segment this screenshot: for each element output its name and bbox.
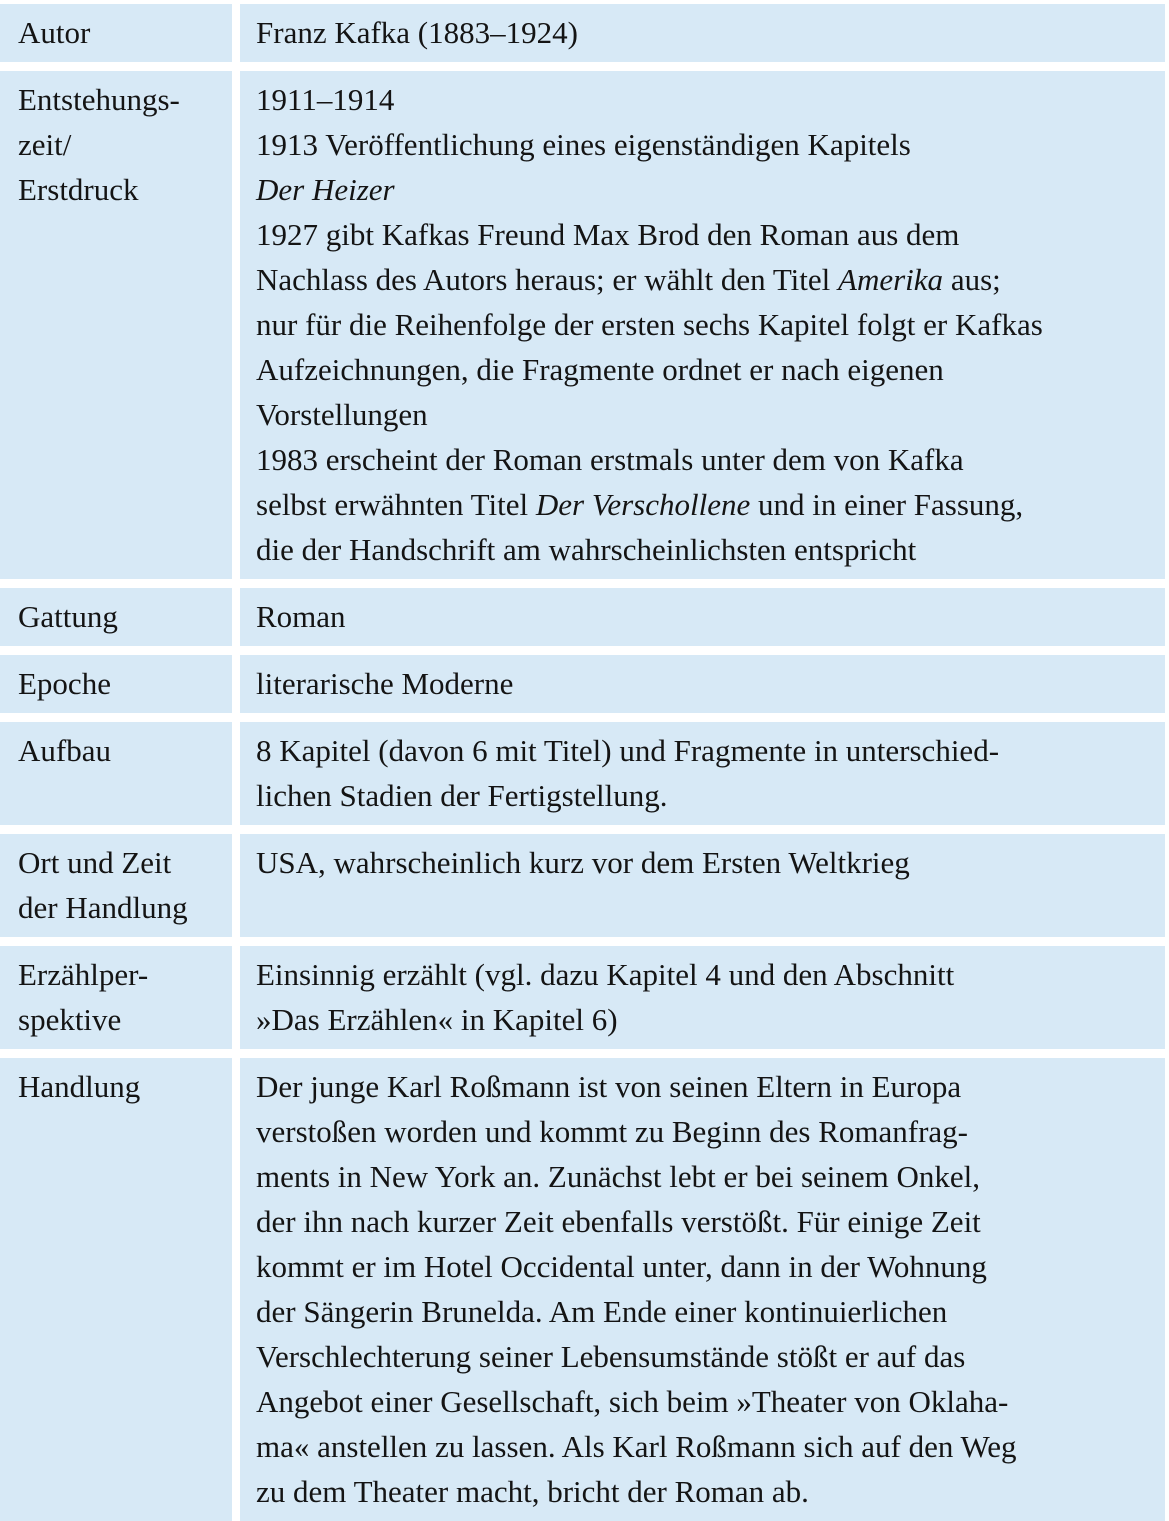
- label-line: der Handlung: [18, 890, 188, 925]
- body-text: selbst erwähnten Titel: [256, 487, 536, 522]
- table-row-4: [0, 722, 1165, 825]
- label-line: Autor: [18, 15, 91, 50]
- body-text: aus;: [943, 262, 1001, 297]
- content-line: [256, 594, 1141, 639]
- body-text: Angebot einer Gesellschaft, sich beim »Theater von Oklaha-: [256, 1384, 1009, 1419]
- label-line: Handlung: [18, 1069, 141, 1104]
- row-content-cell: [240, 834, 1165, 937]
- body-text: Vorstellungen: [256, 397, 428, 432]
- row-content-cell: [240, 71, 1165, 579]
- content-line: [256, 77, 1141, 122]
- content-line: [256, 1199, 1141, 1244]
- body-text: nur für die Reihenfolge der ersten sechs Kapitel folgt er Kafkas: [256, 307, 1043, 342]
- info-table: [0, 4, 1165, 1521]
- content-line: [256, 997, 1141, 1042]
- table-row-1: [0, 71, 1165, 579]
- content-line: [256, 1244, 1141, 1289]
- italic-title-text: Der Verschollene: [535, 487, 751, 522]
- content-line: [256, 1064, 1141, 1109]
- row-label-cell: [0, 722, 232, 825]
- label-line: Epoche: [18, 666, 111, 701]
- content-line: [256, 527, 1141, 572]
- body-text: die der Handschrift am wahrscheinlichsten entspricht: [256, 532, 917, 567]
- body-text: ma« anstellen zu lassen. Als Karl Roßmann sich auf den Weg: [256, 1429, 1017, 1464]
- content-line: [256, 1379, 1141, 1424]
- content-line: [256, 482, 1141, 527]
- italic-title-text: Der Heizer: [256, 172, 395, 207]
- italic-title-text: Amerika: [838, 262, 944, 297]
- content-line: [256, 257, 1141, 302]
- body-text: Aufzeichnungen, die Fragmente ordnet er nach eigenen: [256, 352, 944, 387]
- body-text: verstoßen worden und kommt zu Beginn des Romanfrag-: [256, 1114, 968, 1149]
- body-text: Nachlass des Autors heraus; er wählt den Titel: [256, 262, 839, 297]
- body-text: 1911–1914: [256, 82, 395, 117]
- content-line: [256, 437, 1141, 482]
- content-line: [256, 773, 1141, 818]
- content-line: [256, 1469, 1141, 1514]
- row-content-cell: [240, 655, 1165, 713]
- body-text: 1927 gibt Kafkas Freund Max Brod den Roman aus dem: [256, 217, 960, 252]
- content-line: [256, 122, 1141, 167]
- body-text: lichen Stadien der Fertigstellung.: [256, 778, 668, 813]
- body-text: Roman: [256, 599, 346, 634]
- row-content-cell: [240, 4, 1165, 62]
- body-text: 1913 Veröffentlichung eines eigenständigen Kapitels: [256, 127, 911, 162]
- body-text: Verschlechterung seiner Lebensumstände stößt er auf das: [256, 1339, 966, 1374]
- content-line: [256, 1424, 1141, 1469]
- body-text: der Sängerin Brunelda. Am Ende einer kontinuierlichen: [256, 1294, 948, 1329]
- content-line: [256, 347, 1141, 392]
- row-label-cell: [0, 588, 232, 646]
- row-content-cell: [240, 946, 1165, 1049]
- content-line: [256, 840, 1141, 885]
- row-content-cell: [240, 1058, 1165, 1521]
- label-line: Ort und Zeit: [18, 845, 172, 880]
- row-label-cell: [0, 655, 232, 713]
- body-text: zu dem Theater macht, bricht der Roman ab.: [256, 1474, 809, 1509]
- content-line: [256, 302, 1141, 347]
- table-row-7: [0, 1058, 1165, 1521]
- body-text: ments in New York an. Zunächst lebt er bei seinem Onkel,: [256, 1159, 981, 1194]
- content-line: [256, 952, 1141, 997]
- content-line: [256, 1334, 1141, 1379]
- table-row-3: [0, 655, 1165, 713]
- body-text: der ihn nach kurzer Zeit ebenfalls verstößt. Für einige Zeit: [256, 1204, 981, 1239]
- table-row-2: [0, 588, 1165, 646]
- content-line: [256, 10, 1141, 55]
- table-row-6: [0, 946, 1165, 1049]
- body-text: literarische Moderne: [256, 666, 514, 701]
- row-content-cell: [240, 588, 1165, 646]
- row-label-cell: [0, 946, 232, 1049]
- label-line: spektive: [18, 1002, 122, 1037]
- label-line: zeit/: [18, 127, 72, 162]
- content-line: [256, 1154, 1141, 1199]
- body-text: 8 Kapitel (davon 6 mit Titel) und Fragmente in unterschied-: [256, 733, 1000, 768]
- content-line: [256, 1109, 1141, 1154]
- table-row-5: [0, 834, 1165, 937]
- content-line: [256, 1289, 1141, 1334]
- row-label-cell: [0, 1058, 232, 1521]
- row-content-cell: [240, 722, 1165, 825]
- body-text: Einsinnig erzählt (vgl. dazu Kapitel 4 und den Abschnitt: [256, 957, 955, 992]
- body-text: 1983 erscheint der Roman erstmals unter dem von Kafka: [256, 442, 964, 477]
- row-label-cell: [0, 4, 232, 62]
- body-text: »Das Erzählen« in Kapitel 6): [256, 1002, 618, 1037]
- content-line: [256, 167, 1141, 212]
- content-line: [256, 661, 1141, 706]
- label-line: Entstehungs-: [18, 82, 180, 117]
- label-line: Erstdruck: [18, 172, 139, 207]
- table-row-0: [0, 4, 1165, 62]
- label-line: Aufbau: [18, 733, 111, 768]
- body-text: Franz Kafka (1883–1924): [256, 15, 578, 50]
- label-line: Gattung: [18, 599, 118, 634]
- label-line: Erzählper-: [18, 957, 149, 992]
- body-text: und in einer Fassung,: [750, 487, 1024, 522]
- content-line: [256, 212, 1141, 257]
- body-text: USA, wahrscheinlich kurz vor dem Ersten Weltkrieg: [256, 845, 910, 880]
- row-label-cell: [0, 71, 232, 579]
- row-label-cell: [0, 834, 232, 937]
- content-line: [256, 392, 1141, 437]
- body-text: Der junge Karl Roßmann ist von seinen Eltern in Europa: [256, 1069, 962, 1104]
- body-text: kommt er im Hotel Occidental unter, dann in der Wohnung: [256, 1249, 987, 1284]
- content-line: [256, 728, 1141, 773]
